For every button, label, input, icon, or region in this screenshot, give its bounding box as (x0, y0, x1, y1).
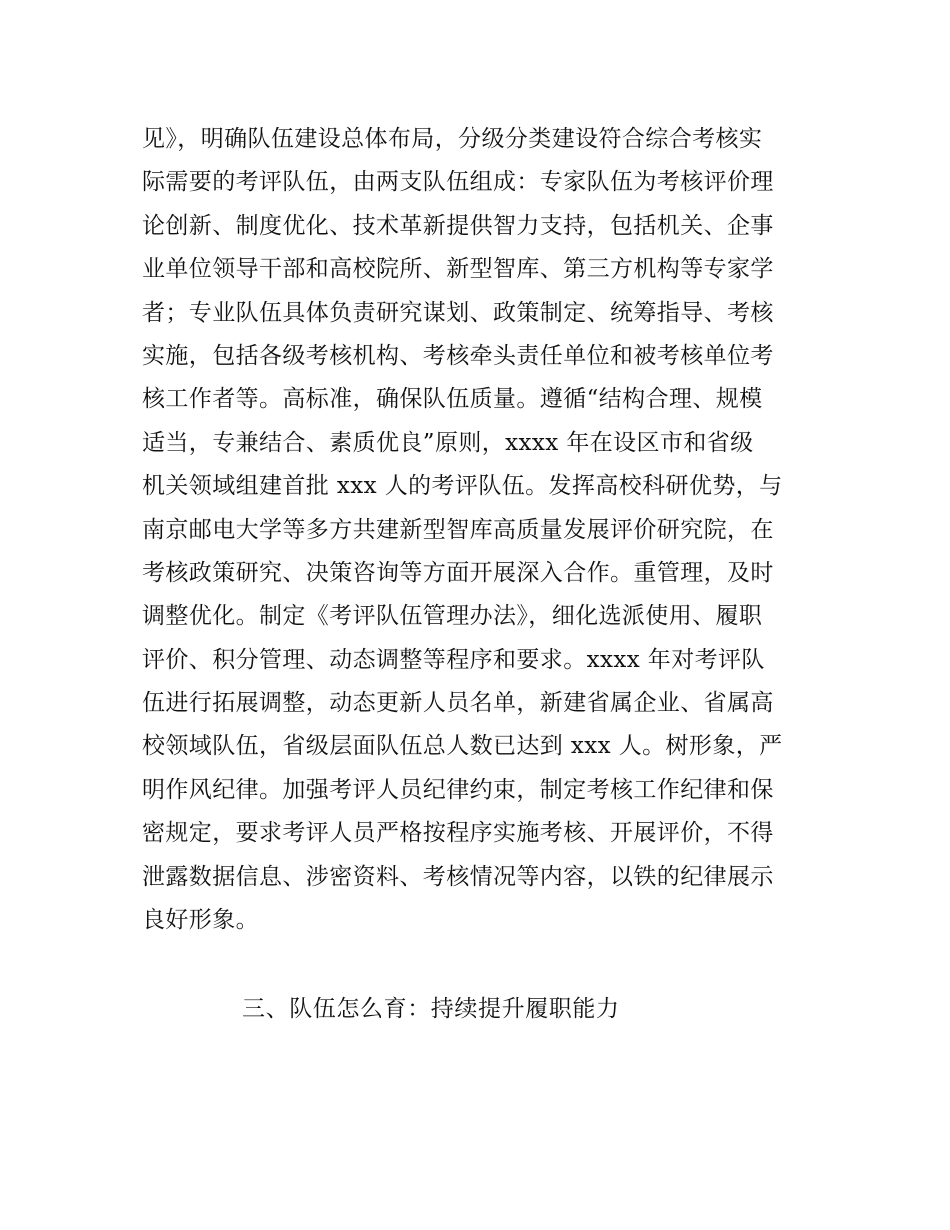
paragraph-line: 南京邮电大学等多方共建新型智库高质量发展评价研究院，在 (142, 516, 774, 543)
paragraph-line: 校领域队伍，省级层面队伍总人数已达到 xxx 人。树形象，严 (142, 733, 783, 760)
paragraph-line: 业单位领导干部和高校院所、新型智库、第三方机构等专家学 (142, 256, 774, 283)
paragraph-line: 考核政策研究、决策咨询等方面开展深入合作。重管理，及时 (142, 559, 774, 586)
paragraph-line: 见》，明确队伍建设总体布局，分级分类建设符合综合考核实 (142, 126, 763, 152)
paragraph-line: 良好形象。 (142, 907, 259, 934)
paragraph-line: 实施，包括各级考核机构、考核牵头责任单位和被考核单位考 (142, 342, 774, 369)
paragraph-line: 密规定，要求考评人员严格按程序实施考核、开展评价，不得 (142, 820, 774, 847)
body-paragraph (142, 118, 822, 942)
paragraph-line: 伍进行拓展调整，动态更新人员名单，新建省属企业、省属高 (142, 690, 774, 717)
section-heading: 三、队伍怎么育：持续提升履职能力 (242, 996, 620, 1022)
paragraph-line: 泄露数据信息、涉密资料、考核情况等内容，以铁的纪律展示 (142, 863, 774, 890)
paragraph-line: 核工作者等。高标准，确保队伍质量。遵循“结构合理、规模 (142, 386, 763, 413)
paragraph-line: 明作风纪律。加强考评人员纪律约束，制定考核工作纪律和保 (142, 776, 774, 803)
paragraph-line: 机关领域组建首批 xxx 人的考评队伍。发挥高校科研优势，与 (142, 473, 783, 500)
paragraph-line: 评价、积分管理、动态调整等程序和要求。xxxx 年对考评队 (142, 646, 765, 673)
paragraph-line: 者；专业队伍具体负责研究谋划、政策制定、统筹指导、考核 (142, 299, 774, 326)
paragraph-line: 际需要的考评队伍，由两支队伍组成：专家队伍为考核评价理 (142, 169, 774, 196)
paragraph-line: 论创新、制度优化、技术革新提供智力支持，包括机关、企事 (142, 212, 774, 239)
paragraph-line: 适当，专兼结合、素质优良”原则，xxxx 年在设区市和省级 (142, 429, 754, 456)
paragraph-line: 调整优化。制定《考评队伍管理办法》，细化选派使用、履职 (142, 603, 763, 630)
